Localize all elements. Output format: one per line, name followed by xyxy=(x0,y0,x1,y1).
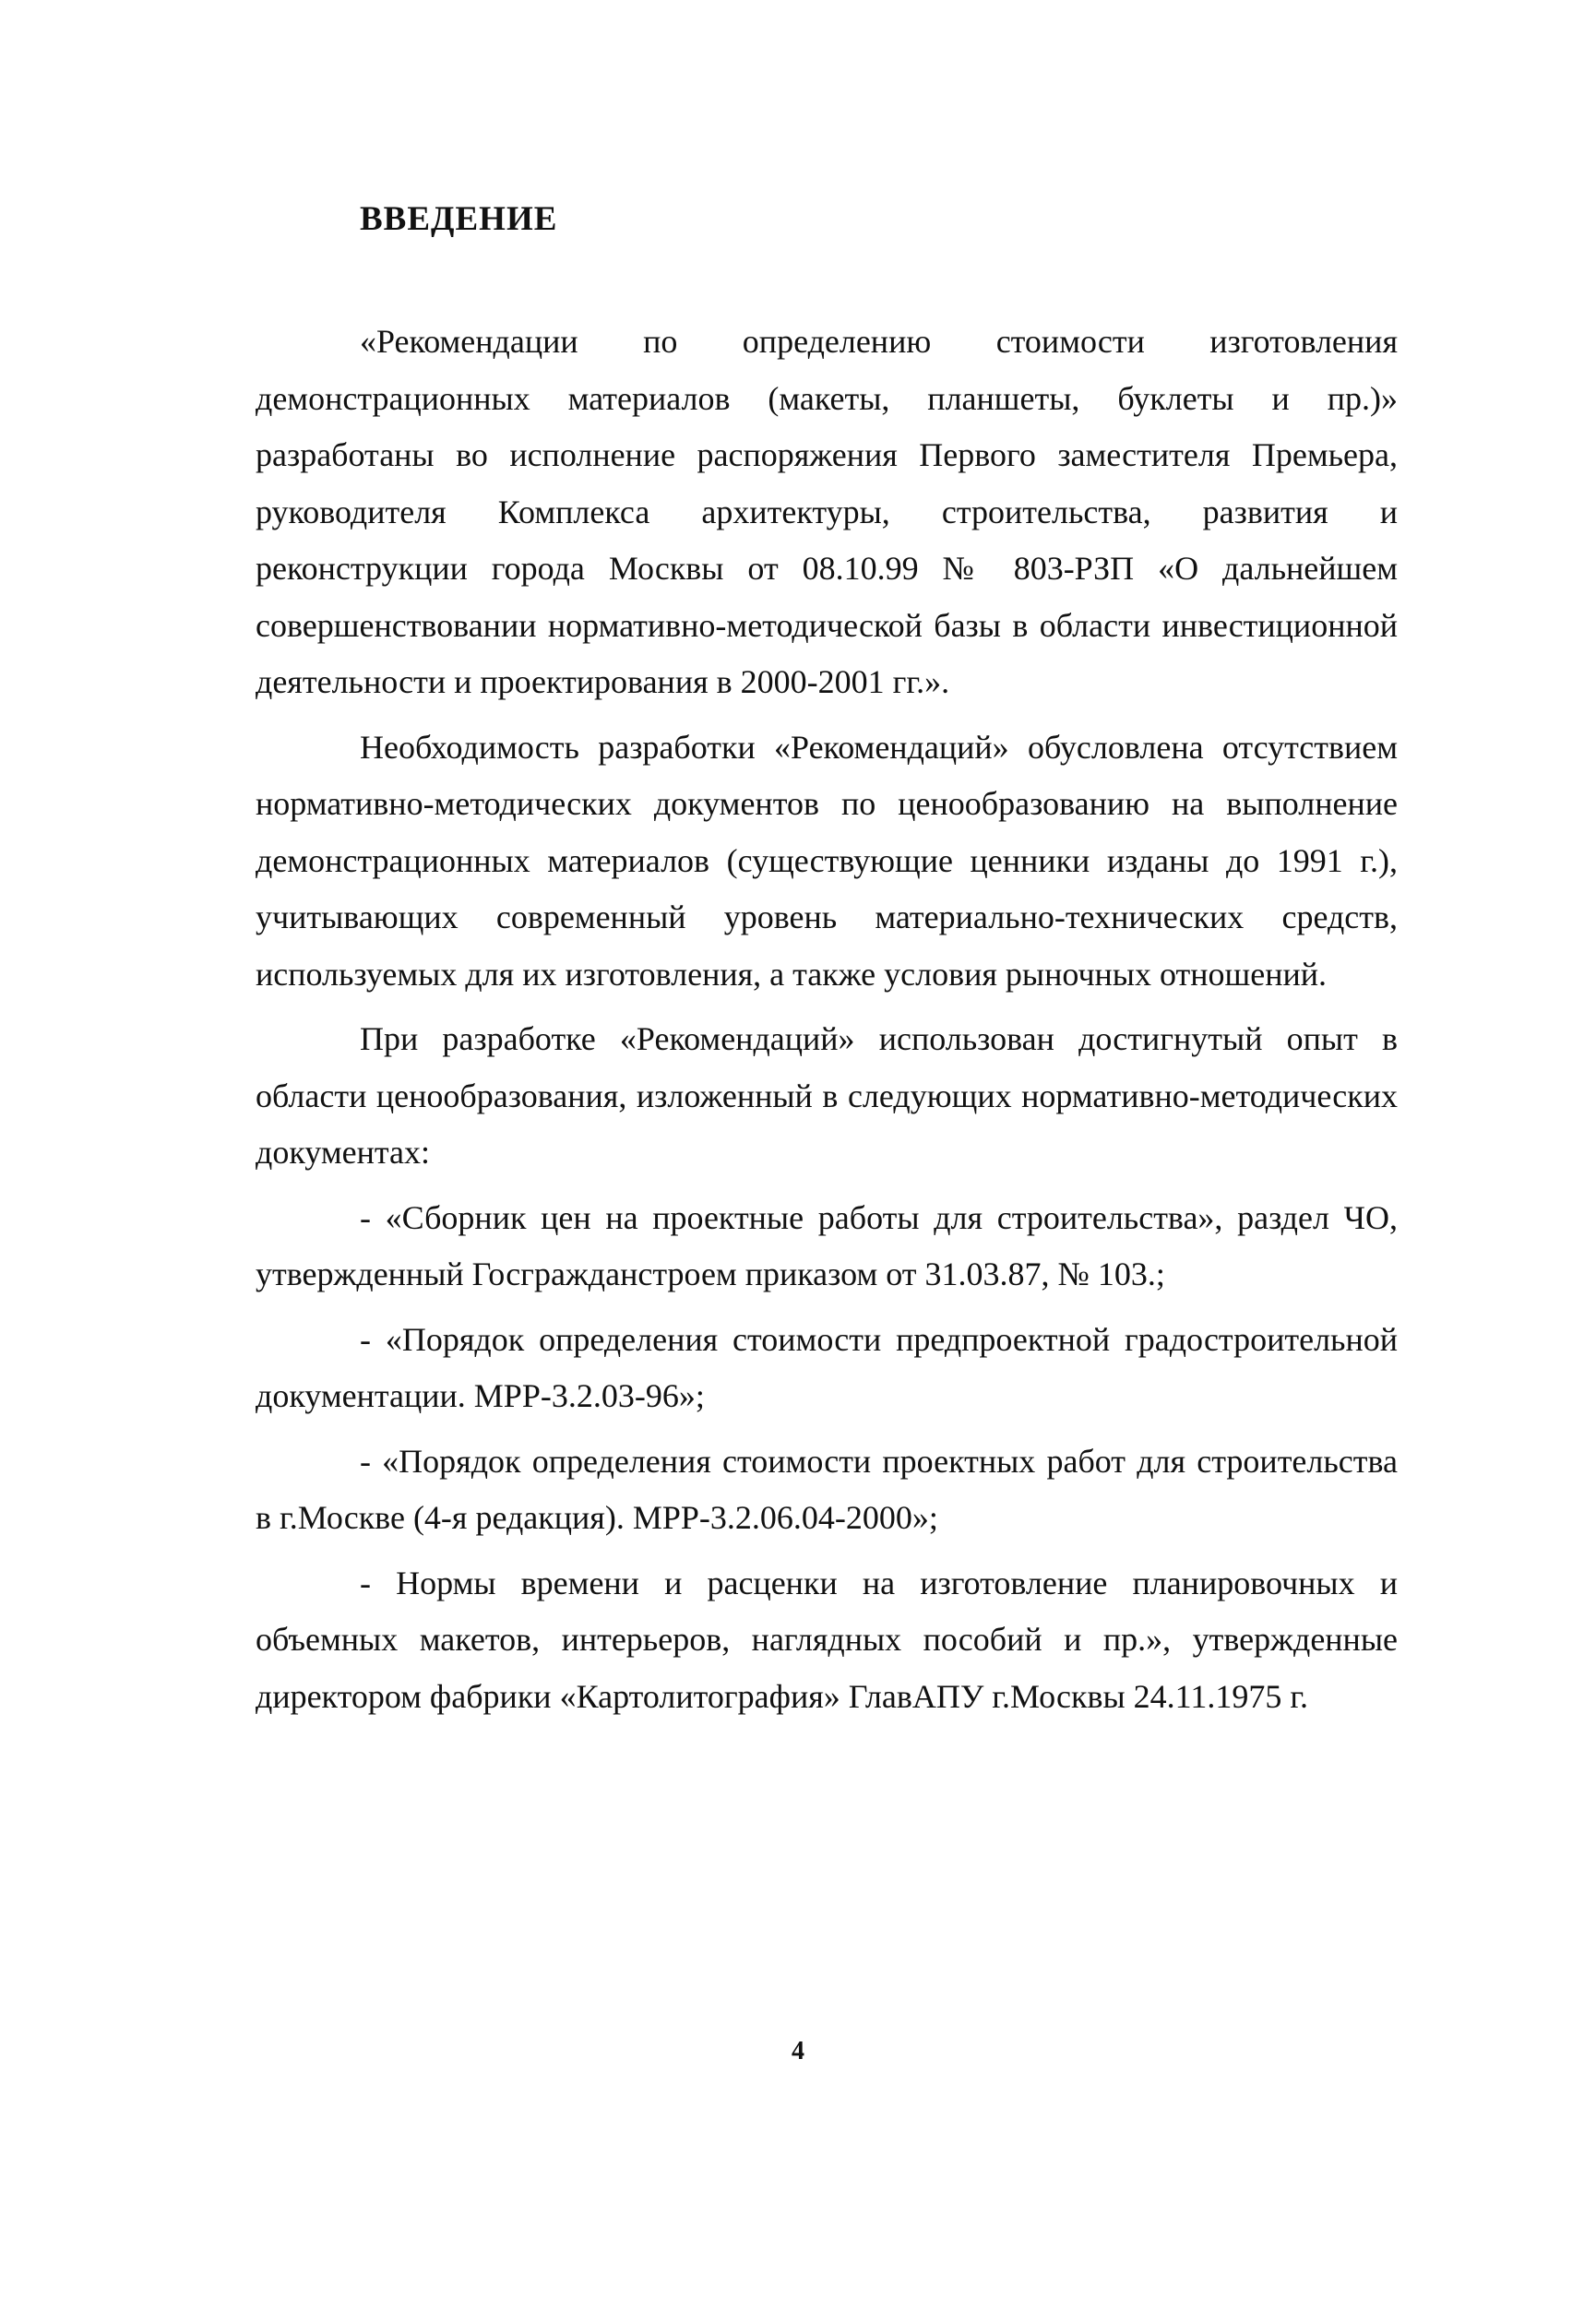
list-item-preproject-cost: - «Порядок определения стоимости предпроектной градостроительной документации. МРР-3.2.03-96»; xyxy=(256,1320,1398,1414)
page-number: 4 xyxy=(792,2037,804,2065)
page-heading: ВВЕДЕНИЕ xyxy=(360,200,558,238)
paragraph-necessity: Необходимость разработки «Рекомендаций» обусловлена отсутствием нормативно-методических документов по ценообразованию на выполнение демонстрационных материалов (существующие ценники изданы до 1991 г.), учитывающих современный уровень материально-технических средств, используемых для их изготовления, а также условия рыночных отношений. xyxy=(256,728,1398,993)
list-item-time-norms: - Нормы времени и расценки на изготовление планировочных и объемных макетов, интерьеров, наглядных пособий и пр.», утвержденные директором фабрики «Картолитография» ГлавАПУ г.Москвы 24.11.1975 г. xyxy=(256,1564,1398,1715)
paragraph-experience: При разработке «Рекомендаций» использован достигнутый опыт в области ценообразования, изложенный в следующих нормативно-методических документах: xyxy=(256,1020,1398,1171)
body-text xyxy=(256,314,1398,1725)
list-item-project-cost: - «Порядок определения стоимости проектных работ для строительства в г.Москве (4-я редакция). МРР-3.2.06.04-2000»; xyxy=(256,1442,1398,1536)
paragraph-intro: «Рекомендации по определению стоимости изготовления демонстрационных материалов (макеты, планшеты, буклеты и пр.)» разработаны во исполнение распоряжения Первого заместителя Премьера, руководителя Комплекса архитектуры, строительства, развития и реконструкции города Москвы от 08.10.99 № 803-РЗП «О дальнейшем совершенствовании нормативно-методической базы в области инвестиционной деятельности и проектирования в 2000-2001 гг.». xyxy=(256,323,1398,700)
list-item-price-collection: - «Сборник цен на проектные работы для строительства», раздел ЧО, утвержденный Госгражданстроем приказом от 31.03.87, № 103.; xyxy=(256,1198,1398,1292)
